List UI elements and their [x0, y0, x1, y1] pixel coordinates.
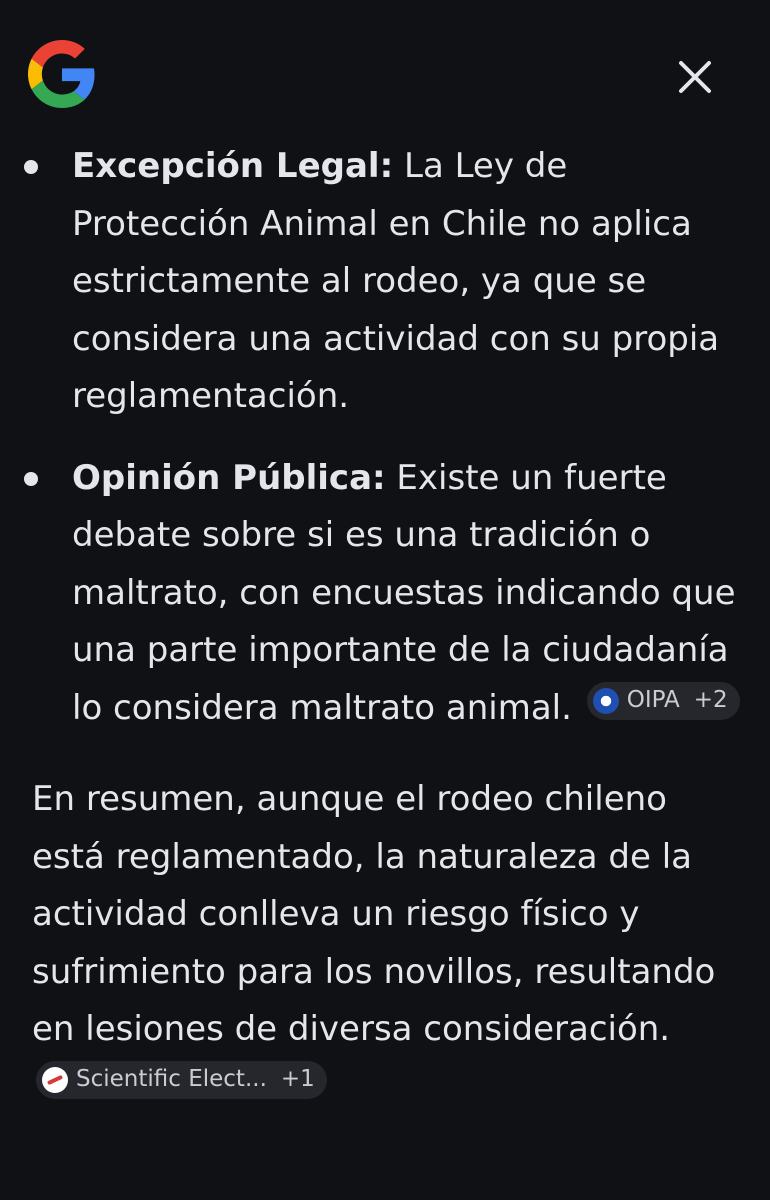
bullet-text: Existe un fuerte debate sobre si es una tradición o maltrato, con encuestas indicando que una parte importante de la ciudadanía lo considera maltrato animal.	[72, 457, 736, 728]
source-chip-scientific[interactable]	[36, 1061, 327, 1099]
header	[0, 0, 770, 130]
source-chip-oipa[interactable]	[587, 682, 740, 720]
source-chip-label: Scientific Elect...	[76, 1065, 267, 1092]
oipa-favicon-icon	[593, 688, 619, 714]
scientific-electronic-favicon-icon	[42, 1067, 68, 1093]
google-g-logo	[28, 40, 96, 108]
source-chip-count: +1	[280, 1065, 315, 1092]
close-icon	[677, 59, 713, 95]
bullet-term: Opinión Pública:	[72, 457, 386, 498]
answer-content	[0, 138, 770, 1116]
bullet-dot	[24, 160, 38, 174]
summary-paragraph	[0, 771, 770, 1116]
list-item	[0, 450, 770, 738]
bullet-term: Excepción Legal:	[72, 146, 394, 186]
list-item	[0, 138, 770, 426]
bullet-list	[0, 138, 770, 737]
close-button[interactable]	[666, 48, 724, 106]
source-chip-label: OIPA	[626, 686, 680, 713]
source-chip-count: +2	[693, 686, 728, 713]
bullet-dot	[24, 472, 38, 486]
bullet-text: La Ley de Protección Animal en Chile no aplica estrictamente al rodeo, ya que se considera una actividad con su propia reglamentación.	[72, 146, 720, 416]
summary-text: En resumen, aunque el rodeo chileno está reglamentado, la naturaleza de la actividad conlleva un riesgo físico y sufrimiento para los novillos, resultando en lesiones de diversa consideración.	[32, 779, 716, 1049]
